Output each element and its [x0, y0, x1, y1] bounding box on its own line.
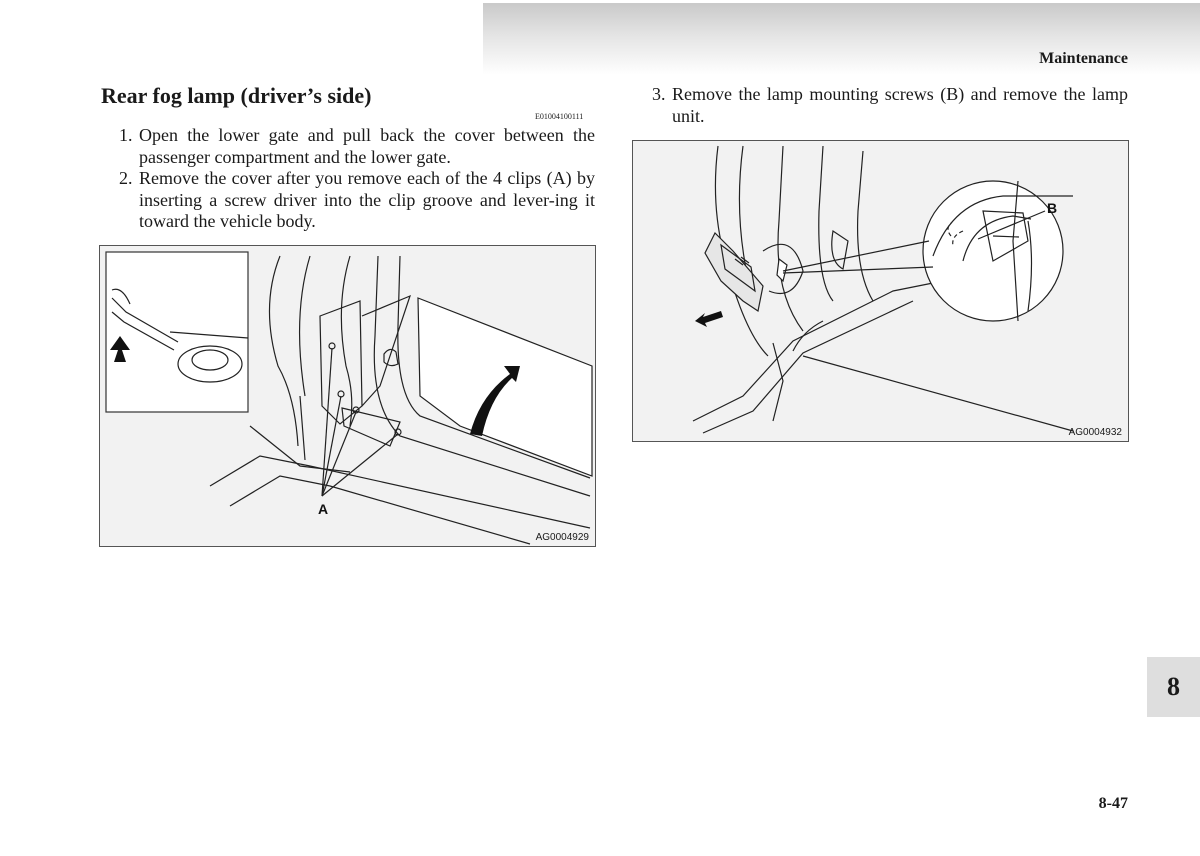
- figure-id: AG0004932: [1068, 427, 1122, 438]
- clip-removal-illustration: [100, 246, 595, 546]
- clip-label: A: [318, 501, 329, 517]
- page-title: Rear fog lamp (driver’s side): [101, 83, 372, 108]
- step-2-text: Remove the cover after you remove each of the 4 clips (A) by inserting a screw driver into the clip groove and lever-ing it toward the vehicle body.: [139, 168, 595, 231]
- step-2: [101, 168, 595, 233]
- figure-clip-removal: [99, 245, 596, 547]
- step-3-text: Remove the lamp mounting screws (B) and remove the lamp unit.: [672, 84, 1128, 126]
- step-3: [634, 84, 1128, 127]
- section-title: Maintenance: [1039, 50, 1128, 67]
- step-1-text: Open the lower gate and pull back the cover between the passenger compartment and the lower gate.: [139, 125, 595, 167]
- figure-lamp-removal: [632, 140, 1129, 442]
- chapter-tab: 8: [1147, 657, 1200, 717]
- lamp-removal-illustration: [633, 141, 1128, 441]
- figure-id: AG0004929: [535, 532, 589, 543]
- document-code: E01004100111: [535, 112, 584, 121]
- page-number: 8-47: [1098, 795, 1128, 812]
- screw-label: B: [1047, 200, 1058, 216]
- left-steps: [101, 125, 595, 233]
- step-1: [101, 125, 595, 168]
- right-steps: [634, 84, 1128, 127]
